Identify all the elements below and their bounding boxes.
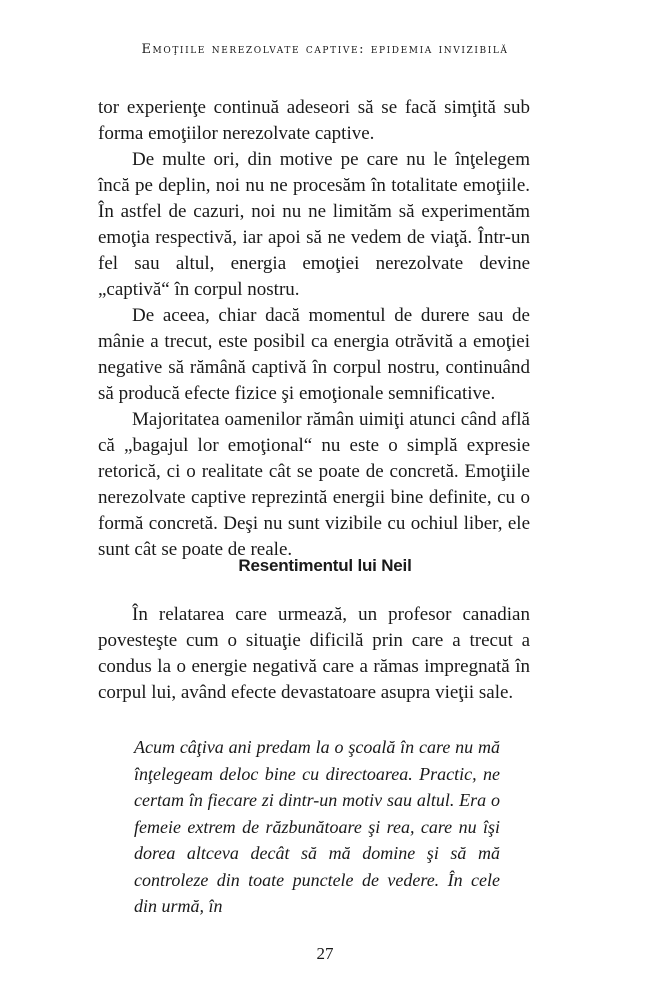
paragraph: tor experienţe continuă adeseori să se facă simţită sub forma emoţiilor nerezolvate captive.	[98, 97, 530, 144]
section-intro-block	[98, 602, 530, 706]
paragraph: Majoritatea oamenilor rămân uimiţi atunci când află că „bagajul lor emoţional“ nu este o simplă expresie retorică, ci o realitate cât se poate de concretă. Emoţiile nerezolvate captive reprezintă energii bine definite, cu o formă concretă. Deşi nu sunt vizibile cu ochiul liber, ele sunt cât se poate de reale.	[98, 409, 530, 560]
quoted-testimony	[134, 734, 500, 920]
section-heading: Resentimentul lui Neil	[238, 556, 412, 575]
paragraph: De aceea, chiar dacă momentul de durere sau de mânie a trecut, este posibil ca energia otrăvită a emoţiei negative să rămână captivă în corpul nostru, continuând să producă efecte fizice şi emoţionale semnificative.	[98, 305, 530, 404]
page-number: 27	[316, 944, 334, 963]
main-text-block	[98, 95, 530, 563]
paragraph: În relatarea care urmează, un profesor canadian povesteşte cum o situaţie dificilă prin care a trecut a condus la o energie negativă care a rămas impregnată în corpul lui, având efecte devastatoare asupra vieţii sale.	[98, 604, 530, 703]
running-header: Emoţiile nerezolvate captive: epidemia invizibilă	[141, 42, 509, 57]
paragraph: De multe ori, din motive pe care nu le înţelegem încă pe deplin, noi nu ne procesăm în totalitate emoţiile. În astfel de cazuri, noi nu ne limităm să experimentăm emoţia respectivă, iar apoi să ne vedem de viaţă. Într-un fel sau altul, energia emoţiei nerezolvate devine „captivă“ în corpul nostru.	[98, 149, 530, 300]
quote-paragraph: Acum câţiva ani predam la o şcoală în care nu mă înţelegeam deloc bine cu directoarea. Practic, ne certam în fiecare zi dintr-un motiv sau altul. Era o femeie extrem de răzbunătoare şi rea, care nu îşi dorea altceva decât să mă domine şi să mă controleze din toate punctele de vedere. În cele din urmă, în	[134, 737, 500, 916]
